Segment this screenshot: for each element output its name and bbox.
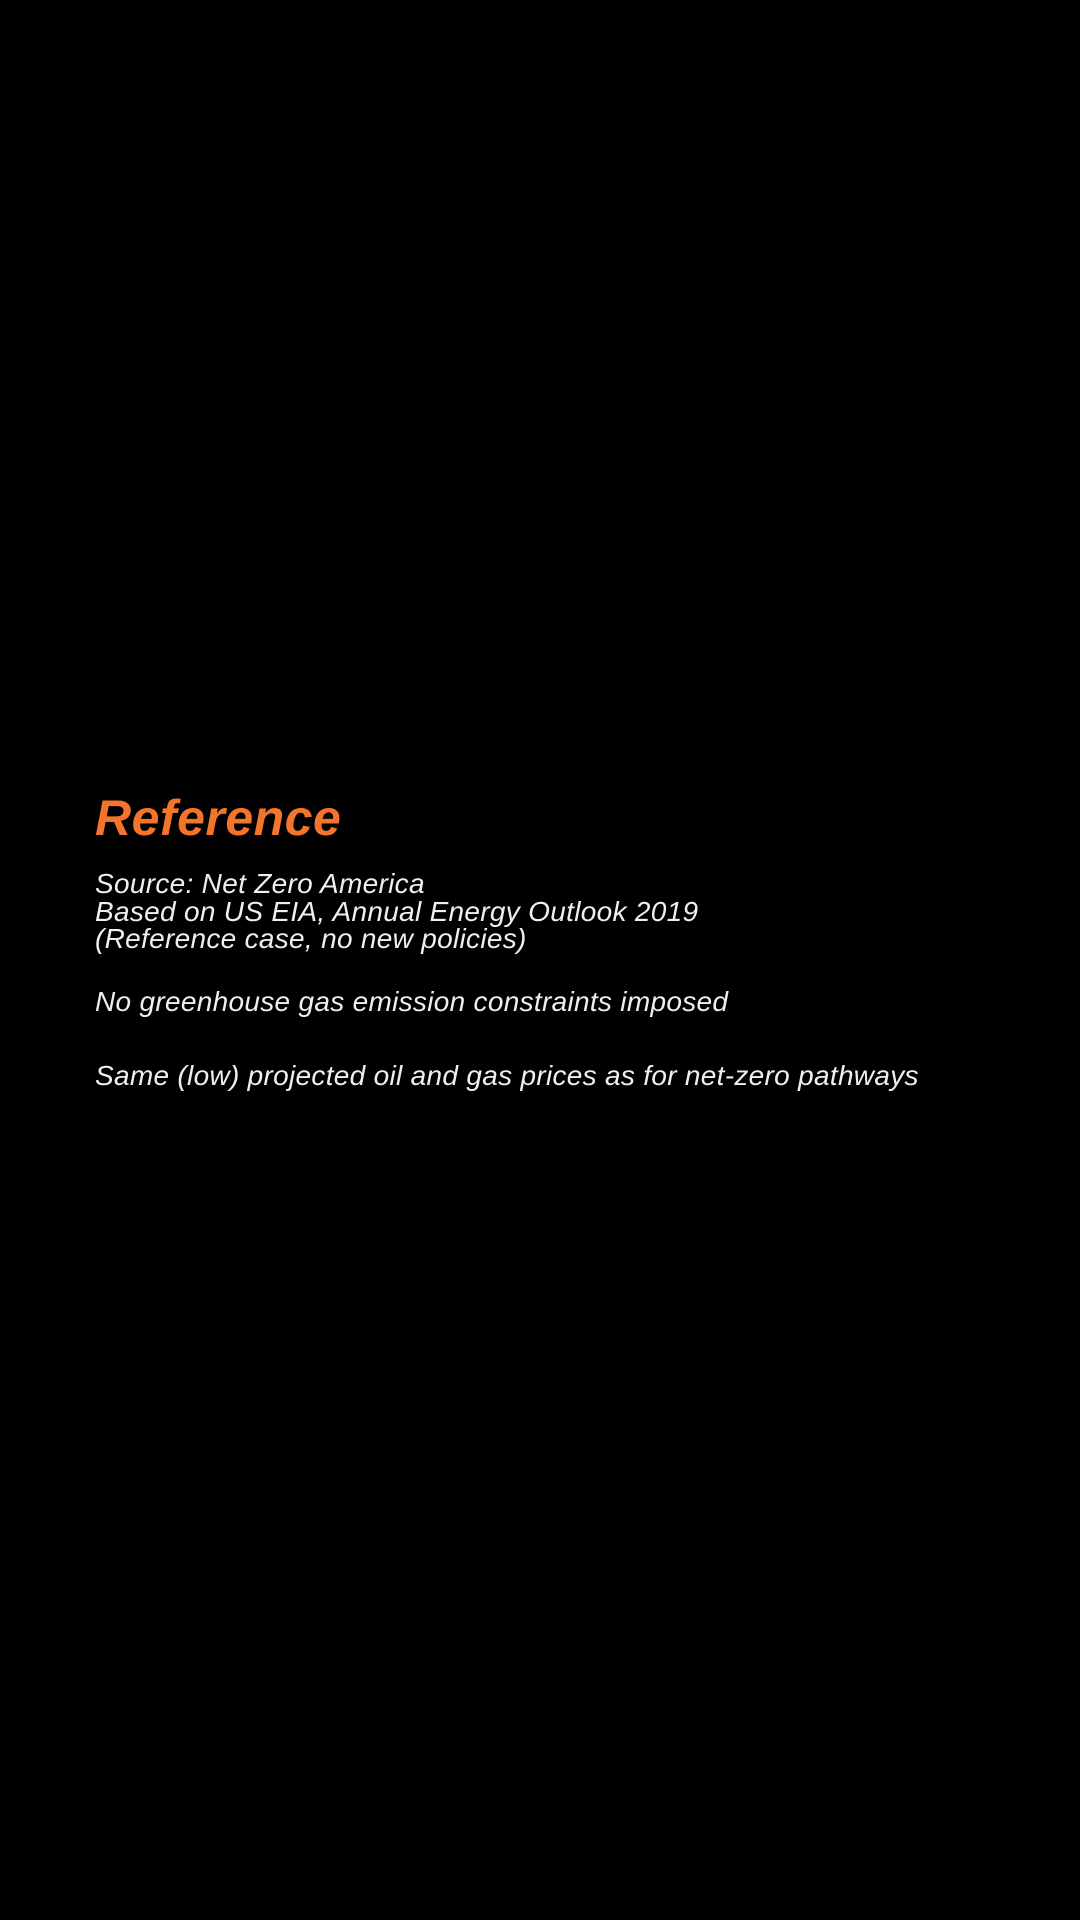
source-line: Source: Net Zero America [95,868,425,899]
slide-title: Reference [95,790,342,846]
source-line: (Reference case, no new policies) [95,923,527,954]
note-line: No greenhouse gas emission constraints imposed [95,986,729,1017]
source-line: Based on US EIA, Annual Energy Outlook 2019 [95,895,699,927]
source-attribution-block [95,870,698,953]
note-line: Same (low) projected oil and gas prices as for net-zero pathways [95,1060,919,1091]
